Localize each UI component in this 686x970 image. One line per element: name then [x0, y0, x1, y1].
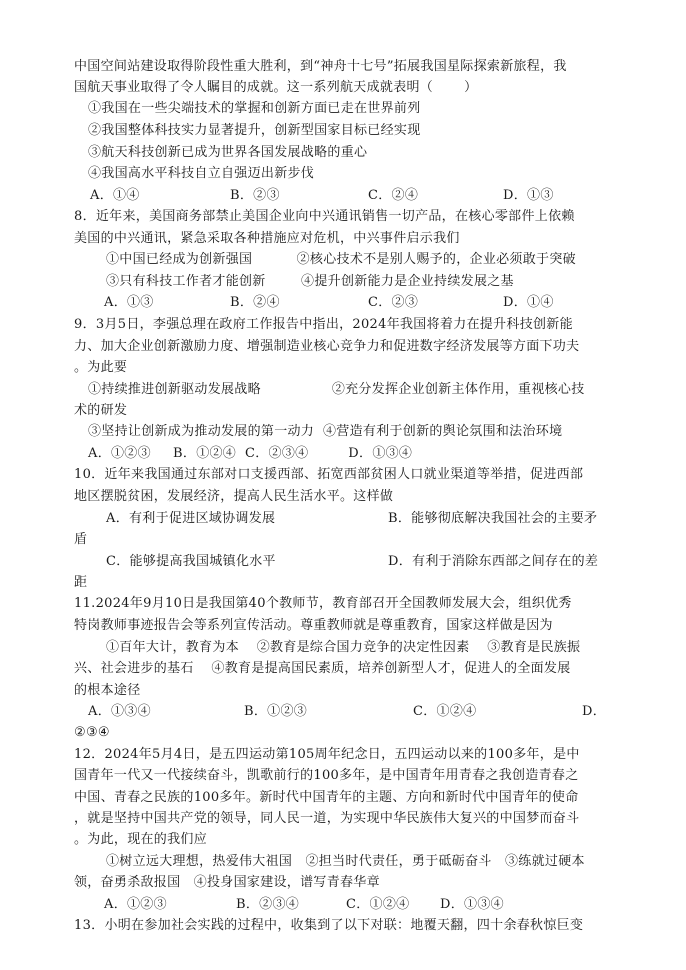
q10-option-c: C．能够提高我国城镇化水平 [106, 554, 276, 569]
q8-option-d: D．①④ [503, 295, 554, 310]
q11-option-d: D． [582, 704, 607, 719]
q7-statement-1: ①我国在一些尖端技术的掌握和创新方面已走在世界前列 [88, 101, 421, 116]
q10-option-b: B．能够彻底解决我国社会的主要矛 [388, 511, 598, 526]
q13-stem-line1: 13．小明在参加社会实践的过程中，收集到了以下对联：地覆天翻，四十余春秋惊巨变 [74, 918, 584, 933]
q9-stem-line1: 9．3月5日，李强总理在政府工作报告中指出，2024年我国将着力在提升科技创新能 [74, 317, 573, 332]
q7-statement-3: ③航天科技创新已成为世界各国发展战略的重心 [88, 145, 368, 160]
q11-statements-line3: 的根本途径 [74, 683, 141, 698]
q11-stem-line2: 特岗教师事迹报告会等系列宣传活动。尊重教师就是尊重教育，国家这样做是因为 [74, 618, 553, 633]
q8-statements-line2: ③只有科技工作者才能创新 ④提升创新能力是企业持续发展之基 [106, 274, 514, 289]
q11-statements-line1: ①百年大计，教育为本 ②教育是综合国力竞争的决定性因素 ③教育是民族振 [106, 640, 581, 655]
q12-stem-line1: 12．2024年5月4日，是五四运动第105周年纪念日，五四运动以来的100多年，是中 [74, 747, 580, 762]
q10-option-d-continued: 距 [74, 575, 88, 590]
q7-statement-4: ④我国高水平科技自立自强迈出新步伐 [88, 166, 315, 181]
q7-option-c: C．②④ [368, 188, 419, 203]
q10-stem-line2: 地区摆脱贫困，发展经济，提高人民生活水平。这样做 [74, 489, 394, 504]
q11-statements-line2: 兴、社会进步的基石 ④教育是提高国民素质，培养创新型人才，促进人的全面发展 [74, 661, 571, 676]
q10-option-d: D．有利于消除东西部之间存在的差 [388, 554, 599, 569]
q11-option-b: B．①②③ [244, 704, 308, 719]
q12-statements-line2: 领，奋勇杀敌报国 ④投身国家建设，谱写青春华章 [74, 875, 380, 890]
q10-option-b-continued: 盾 [74, 532, 88, 547]
q12-option-c: C．①②④ [346, 897, 410, 912]
q12-stem-line2: 国青年一代又一代接续奋斗，凯歌前行的100多年，是中国青年用青春之我创造青春之 [74, 768, 579, 783]
q12-option-d: D．①③④ [440, 897, 504, 912]
q10-stem-line1: 10．近年来我国通过东部对口支援西部、拓宽西部贫困人口就业渠道等举措，促进西部 [74, 467, 584, 482]
q11-option-c: C．①②④ [413, 704, 477, 719]
q9-statements-line3: ③坚持让创新成为推动发展的第一动力 ④营造有利于创新的舆论氛围和法治环境 [88, 424, 563, 439]
q12-option-b: B．②③④ [236, 897, 300, 912]
q11-stem-line1: 11.2024年9月10日是我国第40个教师节，教育部召开全国教师发展大会，组织优秀 [74, 596, 572, 611]
q7-option-d: D．①③ [503, 188, 554, 203]
q7-stem-line2: 国航天事业取得了令人瞩目的成就。这一系列航天成就表明（ ） [74, 80, 478, 95]
q8-option-b: B．②④ [230, 295, 280, 310]
q12-stem-line5: 。为此，现在的我们应 [74, 832, 208, 847]
q9-stem-line3: 。为此要 [74, 360, 128, 375]
q11-option-a: A．①③④ [88, 704, 151, 719]
q8-stem-line2: 美国的中兴通讯，紧急采取各种措施应对危机，中兴事件启示我们 [74, 231, 460, 246]
q7-option-a: A．①④ [90, 188, 140, 203]
q7-option-b: B．②③ [230, 188, 280, 203]
q8-stem-line1: 8．近年来，美国商务部禁止美国企业向中兴通讯销售一切产品，在核心零部件上依赖 [74, 209, 575, 224]
q9-stem-line2: 力、加大企业创新激励力度、增强制造业核心竞争力和促进数字经济发展等方面下功夫 [74, 339, 580, 354]
q7-statement-2: ②我国整体科技实力显著提升，创新型国家目标已经实现 [88, 123, 421, 138]
q12-stem-line3: 中国、青春之民族的100多年。新时代中国青年的主题、方向和新时代中国青年的使命 [74, 790, 579, 805]
q9-options: A．①②③ B．①②④ C．②③④ D．①③④ [88, 446, 413, 461]
q8-option-a: A．①③ [104, 295, 154, 310]
q8-option-c: C．②③ [368, 295, 419, 310]
q11-option-d-continued: ②③④ [74, 725, 110, 740]
q12-stem-line4: ，就是坚持中国共产党的领导，同人民一道，为实现中华民族伟大复兴的中国梦而奋斗 [74, 811, 580, 826]
q12-statements-line1: ①树立远大理想，热爱伟大祖国 ②担当时代责任，勇于砥砺奋斗 ③练就过硬本 [106, 854, 585, 869]
q9-statements-line2: 术的研发 [74, 403, 128, 418]
q8-statements-line1: ①中国已经成为创新强国 ②核心技术不是别人赐予的，企业必须敢于突破 [106, 252, 576, 267]
q7-stem-line1: 中国空间站建设取得阶段性重大胜利，到“神舟十七号”拓展我国星际探索新旅程，我 [74, 59, 567, 74]
q10-option-a: A．有利于促进区域协调发展 [106, 511, 276, 526]
q9-statements-line1: ①持续推进创新驱动发展战略 ②充分发挥企业创新主体作用，重视核心技 [88, 382, 585, 397]
q12-option-a: A．①②③ [104, 897, 167, 912]
